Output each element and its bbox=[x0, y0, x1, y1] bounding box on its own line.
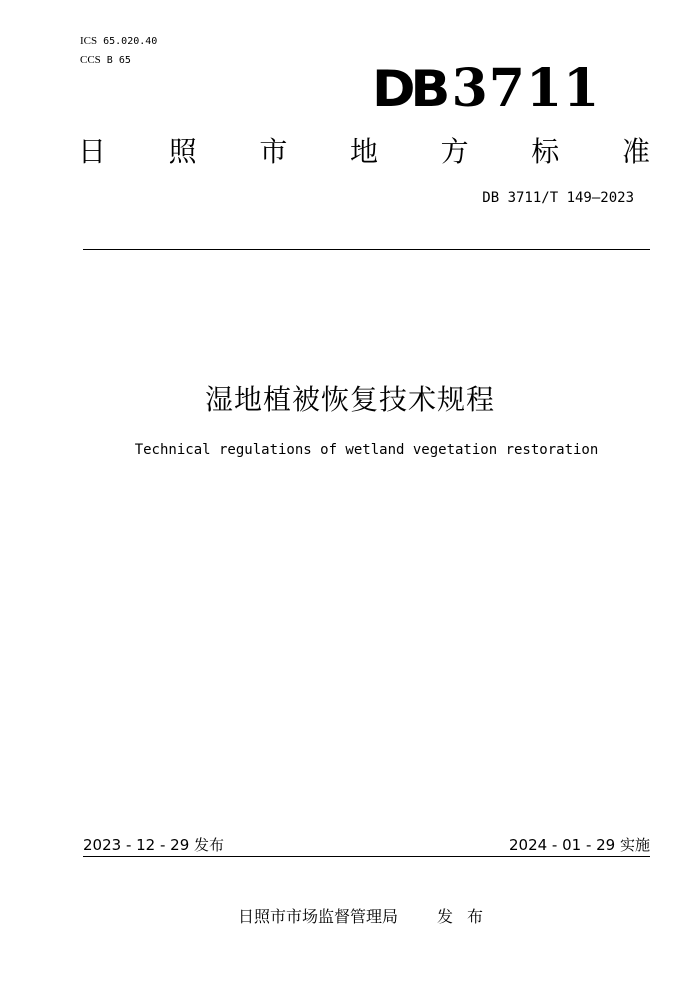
standard-type-char: 地 bbox=[349, 135, 378, 168]
ccs-value: B 65 bbox=[106, 55, 131, 66]
standard-type-char: 准 bbox=[621, 135, 650, 168]
issue-label: 发布 bbox=[437, 907, 498, 926]
ccs-label: CCS bbox=[80, 54, 101, 66]
implementation-date: 2024 - 01 - 29 实施 bbox=[508, 836, 650, 854]
ccs-code bbox=[80, 53, 131, 68]
issuing-authority: 日照市市场监督管理局 bbox=[238, 907, 399, 926]
bottom-divider bbox=[83, 856, 650, 857]
document-title-en: Technical regulations of wetland vegetation restoration bbox=[134, 442, 599, 458]
standard-type-char: 市 bbox=[259, 135, 288, 168]
ics-code bbox=[80, 34, 157, 49]
top-divider bbox=[83, 249, 650, 250]
ics-value: 65.020.40 bbox=[103, 36, 158, 47]
release-date: 2023 - 12 - 29 发布 bbox=[83, 836, 225, 854]
standard-type-char: 标 bbox=[531, 135, 560, 168]
standard-type-char: 日 bbox=[78, 135, 107, 168]
standard-number: DB 3711/T 149—2023 bbox=[482, 190, 634, 206]
db-letters: DB bbox=[372, 60, 446, 118]
standard-type-char: 方 bbox=[440, 135, 469, 168]
db-region-number: 3711 bbox=[451, 58, 601, 119]
standard-type-char: 照 bbox=[168, 135, 197, 168]
ics-label: ICS bbox=[80, 35, 98, 47]
document-title-zh: 湿地植被恢复技术规程 bbox=[204, 383, 495, 416]
db-standard-logo bbox=[372, 56, 604, 119]
standard-type-heading bbox=[78, 134, 650, 174]
